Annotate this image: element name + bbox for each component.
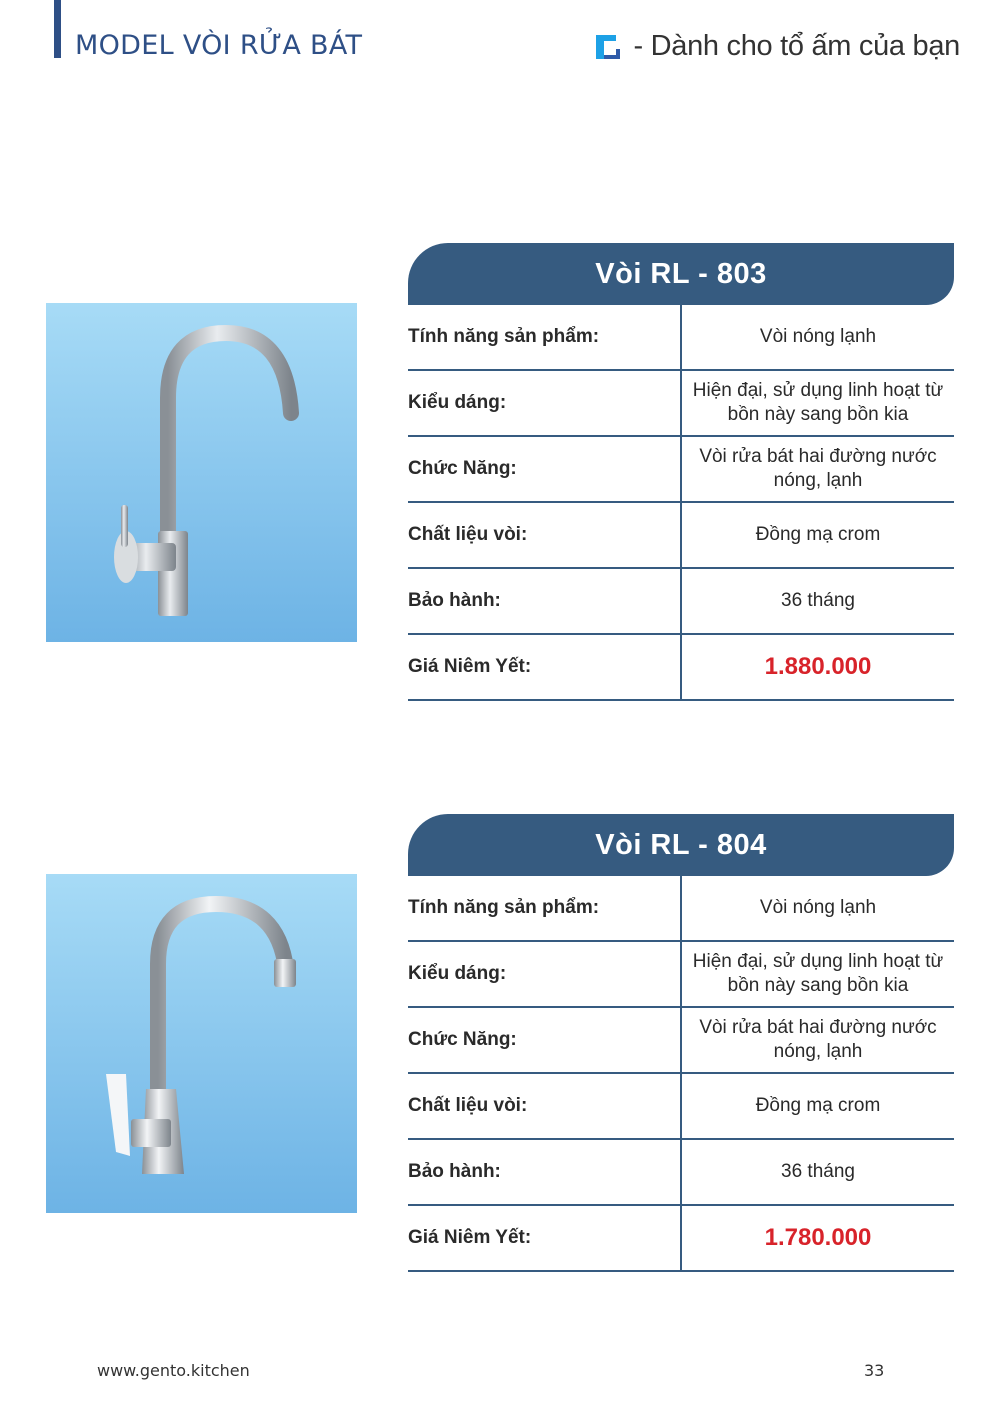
spec-label: Giá Niêm Yết: (408, 1206, 682, 1270)
product-name-header: Vòi RL - 804 (408, 814, 954, 876)
spec-row (408, 569, 954, 635)
spec-row (408, 305, 954, 371)
spec-row (408, 437, 954, 503)
spec-label: Tính năng sản phẩm: (408, 305, 682, 369)
price-value: 1.780.000 (764, 1224, 872, 1251)
price-value: 1.880.000 (764, 653, 872, 680)
spec-row-price (408, 1206, 954, 1272)
spec-row (408, 1074, 954, 1140)
spec-value: Hiện đại, sử dụng linh hoạt từ bồn này sang bồn kia (692, 951, 944, 996)
spec-table-rl-804 (408, 814, 954, 1272)
spec-label: Giá Niêm Yết: (408, 635, 682, 699)
gento-faucet-logo-icon (594, 33, 622, 61)
spec-label: Kiểu dáng: (408, 371, 682, 435)
spec-value: Vòi rửa bát hai đường nước nóng, lạnh (699, 446, 937, 491)
faucet-icon (46, 303, 357, 642)
product-photo-rl-803 (46, 303, 357, 642)
spec-value: 36 tháng (781, 590, 855, 611)
tagline (594, 30, 961, 63)
spec-value: Vòi nóng lạnh (759, 326, 877, 347)
spec-row (408, 503, 954, 569)
spec-label: Chất liệu vòi: (408, 1074, 682, 1138)
spec-label: Tính năng sản phẩm: (408, 876, 682, 940)
spec-value: Hiện đại, sử dụng linh hoạt từ bồn này sang bồn kia (692, 380, 944, 425)
page-title: MODEL VÒI RỬA BÁT (75, 30, 363, 61)
spec-value: Đồng mạ crom (755, 1095, 881, 1116)
spec-value: Vòi nóng lạnh (759, 897, 877, 918)
spec-label: Chức Năng: (408, 1008, 682, 1072)
spec-row (408, 1140, 954, 1206)
spec-value: Đồng mạ crom (755, 524, 881, 545)
spec-row-price (408, 635, 954, 701)
page-number: 33 (864, 1361, 885, 1380)
spec-label: Kiểu dáng: (408, 942, 682, 1006)
spec-row (408, 371, 954, 437)
title-accent-bar (54, 0, 61, 58)
footer-website-link[interactable]: www.gento.kitchen (97, 1361, 250, 1380)
spec-row (408, 1008, 954, 1074)
spec-row (408, 942, 954, 1008)
spec-label: Bảo hành: (408, 569, 682, 633)
spec-table-rl-803 (408, 243, 954, 701)
spec-label: Bảo hành: (408, 1140, 682, 1204)
spec-row (408, 876, 954, 942)
product-photo-rl-804 (46, 874, 357, 1213)
tagline-text: - Dành cho tổ ấm của bạn (633, 30, 960, 62)
spec-label: Chất liệu vòi: (408, 503, 682, 567)
product-name-header: Vòi RL - 803 (408, 243, 954, 305)
faucet-icon (46, 874, 357, 1213)
spec-value: Vòi rửa bát hai đường nước nóng, lạnh (699, 1017, 937, 1062)
spec-label: Chức Năng: (408, 437, 682, 501)
spec-value: 36 tháng (781, 1161, 855, 1182)
